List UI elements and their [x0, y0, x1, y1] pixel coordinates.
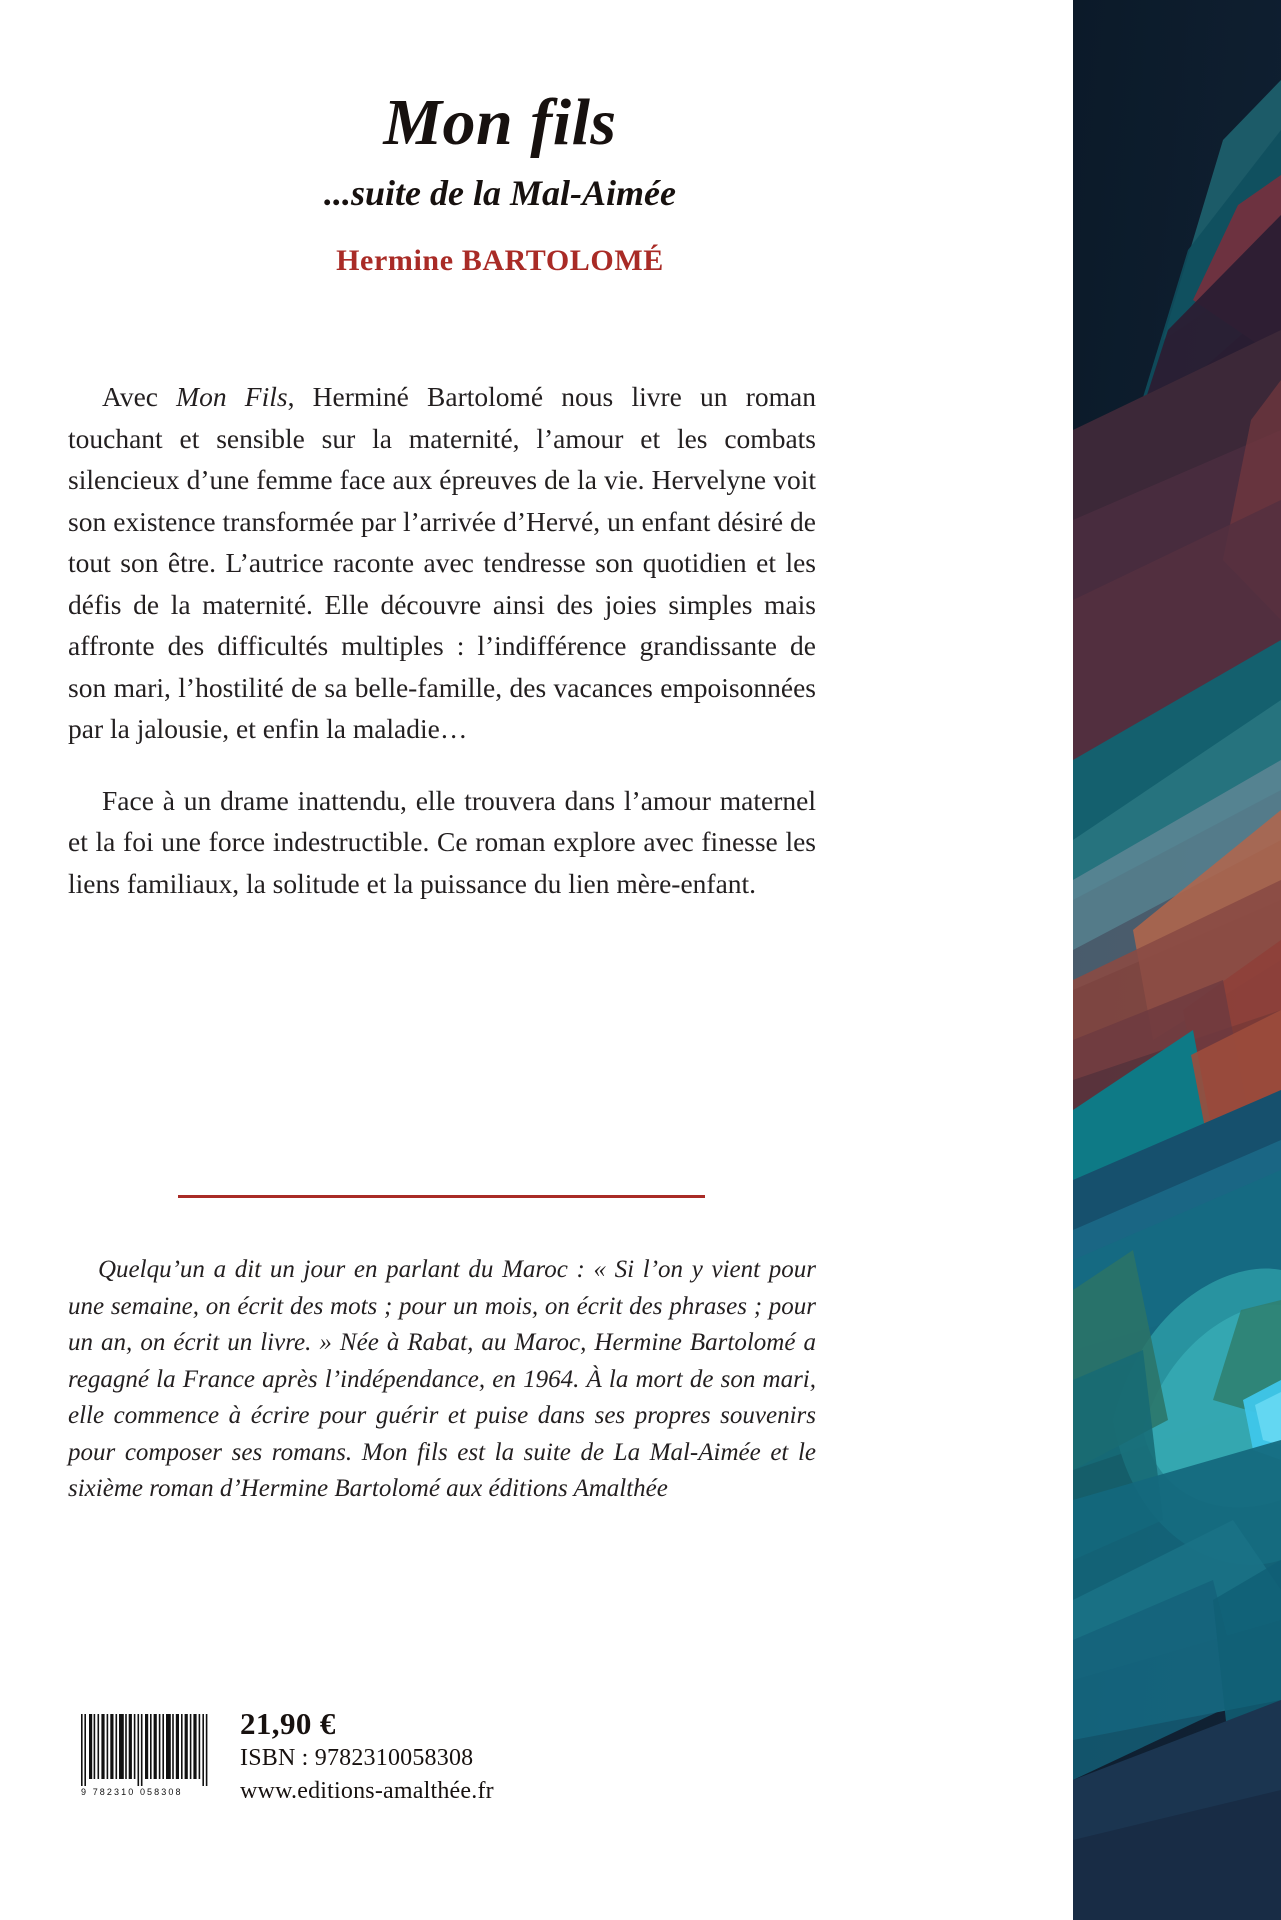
blurb-p1-title-italic: Mon Fils	[176, 381, 288, 412]
publisher-website: www.editions-amalthée.fr	[240, 1778, 494, 1804]
blurb-p1-rest: , Herminé Bartolomé nous livre un roman touchant et sensible sur la maternité, l’amour et les combats silencieux d’une femme face aux épreuves de la vie. Hervelyne voit son existence transformée par l’arrivée d’Hervé, un enfant désiré de tout son être. L’autrice raconte avec tendresse son quotidien et les défis de la maternité. Elle découvre ainsi des joies simples mais affronte des difficultés multiples : l’indifférence grandissante de son mari, l’hostilité de sa belle-famille, des vacances empoisonnées par la jalousie, et enfin la maladie…	[68, 381, 816, 744]
publication-info	[240, 1706, 494, 1808]
abstract-artwork-icon	[1073, 0, 1281, 1920]
blurb-paragraph-1	[68, 376, 816, 750]
price-label: 21,90 €	[240, 1706, 336, 1741]
book-title: Mon fils	[383, 86, 617, 159]
author-bio-text: Quelqu’un a dit un jour en parlant du Maroc : « Si l’on y vient pour une semaine, on écrit des mots ; pour un mois, on écrit des phrases ; pour un an, on écrit un livre. » Née à Rabat, au Maroc, Hermine Bartolomé a regagné la France après l’indépendance, en 1964. À la mort de son mari, elle commence à écrire pour guérir et puise dans ses propres souvenirs pour composer ses romans. Mon fils est la suite de La Mal-Aimée et le sixième roman d’Hermine Bartolomé aux éditions Amalthée	[68, 1256, 816, 1502]
blurb-section	[68, 376, 816, 904]
book-author: Hermine BARTOLOMÉ	[336, 244, 664, 277]
barcode	[78, 1714, 210, 1800]
isbn-label: ISBN : 9782310058308	[240, 1745, 474, 1771]
blurb-paragraph-2: Face à un drame inattendu, elle trouvera dans l’amour maternel et la foi une force indestructible. Ce roman explore avec finesse les liens familiaux, la solitude et la puissance du lien mère-enfant.	[68, 784, 816, 899]
cover-artwork-strip	[1073, 0, 1281, 1920]
section-divider-rule	[178, 1195, 705, 1198]
book-subtitle: ...suite de la Mal-Aimée	[324, 173, 676, 213]
blurb-p1-lead: Avec	[102, 381, 177, 412]
barcode-number: 9 782310 058308	[81, 1787, 183, 1797]
barcode-bars-icon	[78, 1714, 210, 1786]
author-bio-section	[68, 1252, 816, 1508]
